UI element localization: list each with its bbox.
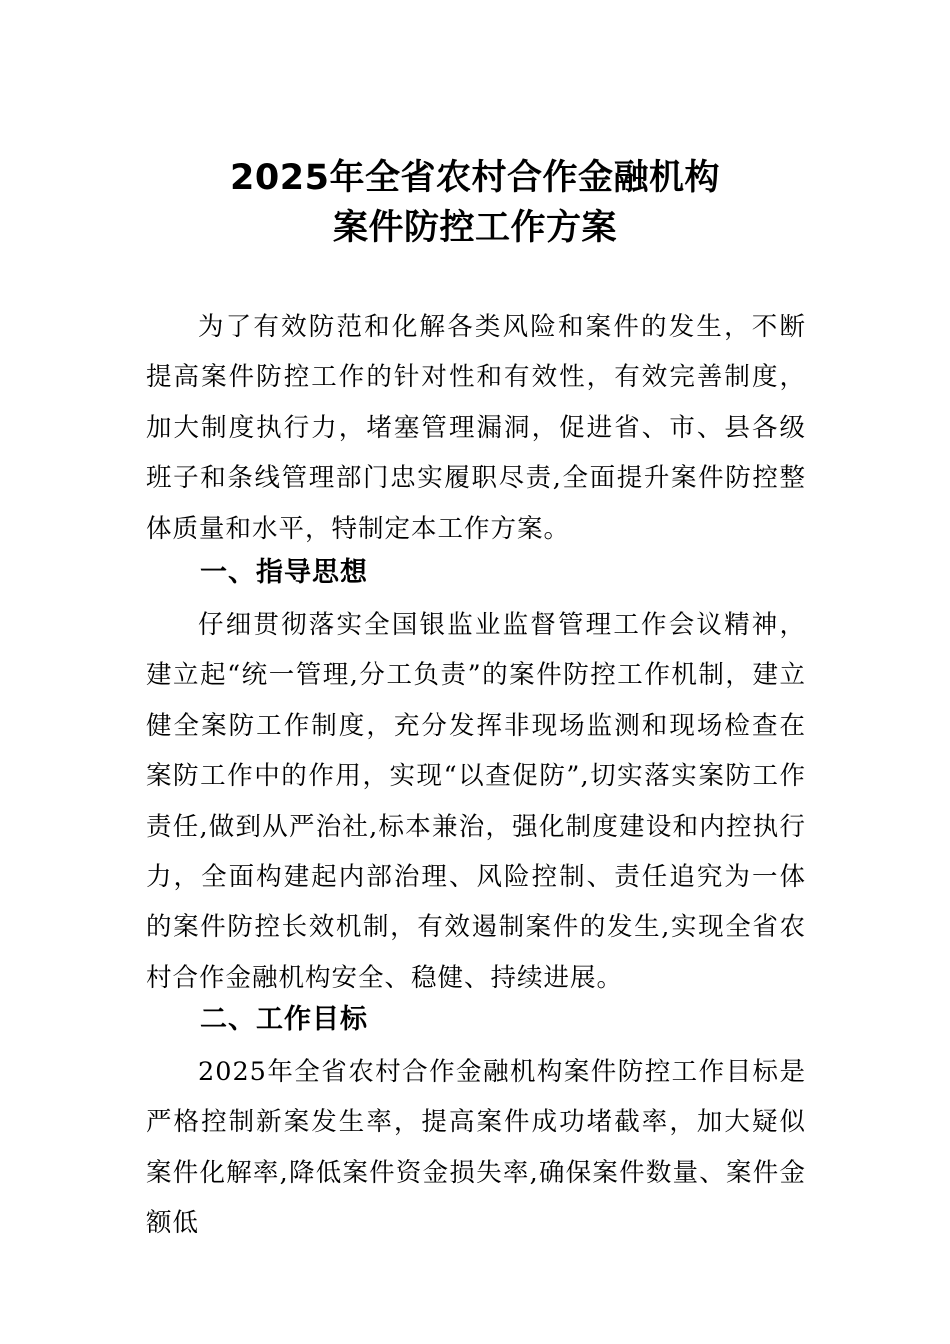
document-title-line-2: 案件防控工作方案 bbox=[332, 208, 617, 248]
intro-paragraph: 为了有效防范和化解各类风险和案件的发生，不断提高案件防控工作的针对性和有效性，有效完善制度，加大制度执行力，堵塞管理漏洞，促进省、市、县各级班子和条线管理部门忠实履职尽责,全面提升案件防控整体质量和水平，特制定本工作方案。 bbox=[146, 312, 806, 544]
section-body-guiding-ideology: 仔细贯彻落实全国银监业监督管理工作会议精神，建立起“统一管理,分工负责”的案件防控工作机制，建立健全案防工作制度，充分发挥非现场监测和现场检查在案防工作中的作用，实现“以查促防”,切实落实案防工作责任,做到从严治社,标本兼治，强化制度建设和内控执行力，全面构建起内部治理、风险控制、责任追究为一体的案件防控长效机制，有效遏制案件的发生,实现全省农村合作金融机构安全、稳健、持续进展。 bbox=[146, 610, 806, 993]
document-title-line-1: 2025年全省农村合作金融机构 bbox=[230, 158, 720, 198]
section-heading-work-goals: 二、工作目标 bbox=[200, 1004, 368, 1035]
section-body-work-goals: 2025年全省农村合作金融机构案件防控工作目标是严格控制新案发生率，提高案件成功堵截率，加大疑似案件化解率,降低案件资金损失率,确保案件数量、案件金额低 bbox=[146, 1057, 806, 1239]
section-heading-guiding-ideology: 一、指导思想 bbox=[200, 557, 368, 588]
